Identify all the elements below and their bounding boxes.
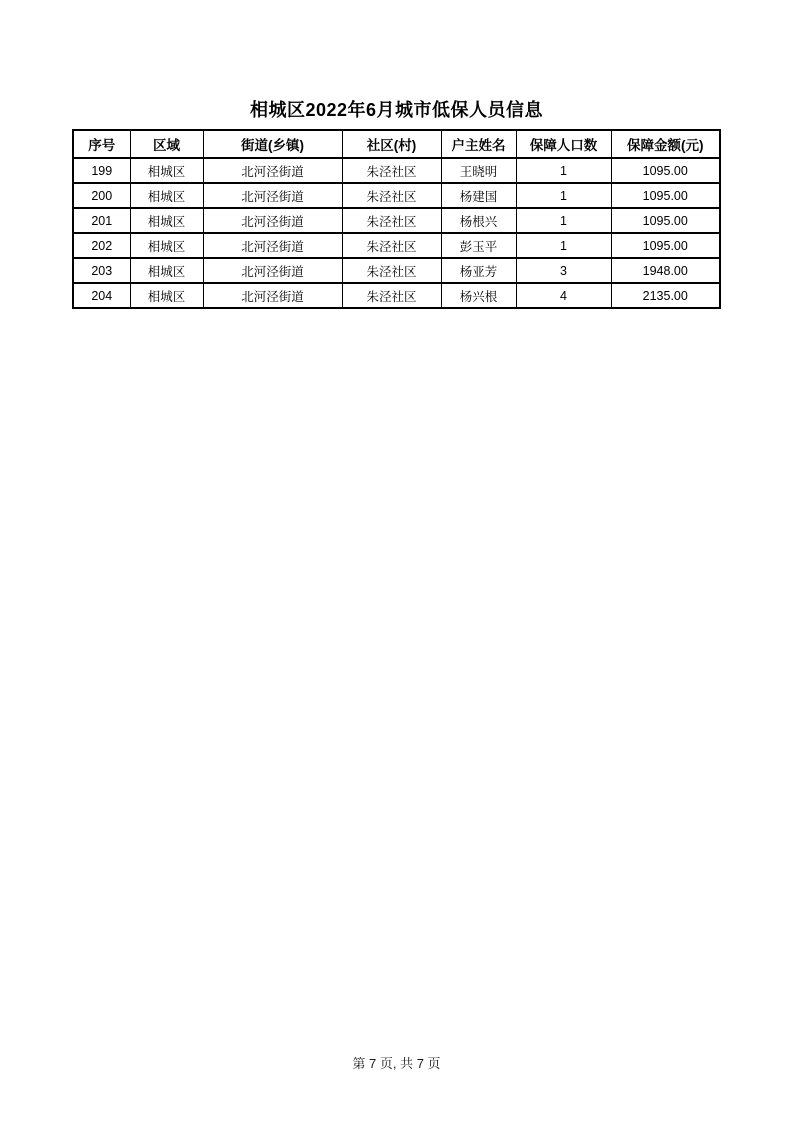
table-row: [73, 283, 720, 308]
table-cell: 204: [73, 283, 130, 308]
table-cell: 1095.00: [611, 233, 720, 258]
table-cell: 北河泾街道: [203, 183, 342, 208]
table-cell: 北河泾街道: [203, 208, 342, 233]
table-cell: 1: [516, 183, 611, 208]
table-cell: 201: [73, 208, 130, 233]
page-title: 相城区2022年6月城市低保人员信息: [249, 100, 544, 120]
table-cell: 杨根兴: [441, 208, 516, 233]
table-cell: 1095.00: [611, 183, 720, 208]
table-cell: 1095.00: [611, 208, 720, 233]
table-cell: 朱泾社区: [342, 283, 441, 308]
table-cell: 北河泾街道: [203, 158, 342, 183]
table-row: [73, 233, 720, 258]
table-cell: 朱泾社区: [342, 233, 441, 258]
table-cell: 相城区: [130, 208, 203, 233]
table-cell: 朱泾社区: [342, 258, 441, 283]
table-cell: 相城区: [130, 158, 203, 183]
table-cell: 4: [516, 283, 611, 308]
table-cell: 王晓明: [441, 158, 516, 183]
table-cell: 1: [516, 208, 611, 233]
table-cell: 相城区: [130, 183, 203, 208]
table-body: [73, 158, 720, 308]
table-cell: 彭玉平: [441, 233, 516, 258]
lowbao-table: [72, 129, 721, 309]
table-cell: 相城区: [130, 233, 203, 258]
table-cell: 1095.00: [611, 158, 720, 183]
table-cell: 北河泾街道: [203, 233, 342, 258]
table-cell: 杨建国: [441, 183, 516, 208]
table-cell: 杨兴根: [441, 283, 516, 308]
table-row: [73, 158, 720, 183]
table-cell: 相城区: [130, 258, 203, 283]
table-row: [73, 208, 720, 233]
table-row: [73, 258, 720, 283]
table-cell: 杨亚芳: [441, 258, 516, 283]
table-cell: 朱泾社区: [342, 183, 441, 208]
table-cell: 203: [73, 258, 130, 283]
table-cell: 200: [73, 183, 130, 208]
column-header-3: 社区(村): [342, 130, 441, 158]
table-row: [73, 183, 720, 208]
table-cell: 北河泾街道: [203, 283, 342, 308]
table-cell: 1948.00: [611, 258, 720, 283]
table-cell: 北河泾街道: [203, 258, 342, 283]
column-header-1: 区域: [130, 130, 203, 158]
table-cell: 3: [516, 258, 611, 283]
column-header-6: 保障金额(元): [611, 130, 720, 158]
table-cell: 朱泾社区: [342, 158, 441, 183]
column-header-2: 街道(乡镇): [203, 130, 342, 158]
column-header-5: 保障人口数: [516, 130, 611, 158]
table-cell: 202: [73, 233, 130, 258]
column-header-0: 序号: [73, 130, 130, 158]
table-header-row: [73, 130, 720, 158]
table-cell: 朱泾社区: [342, 208, 441, 233]
page-number-footer: 第 7 页, 共 7 页: [352, 1056, 441, 1071]
table-cell: 2135.00: [611, 283, 720, 308]
table-cell: 1: [516, 158, 611, 183]
column-header-4: 户主姓名: [441, 130, 516, 158]
table-cell: 199: [73, 158, 130, 183]
table-cell: 1: [516, 233, 611, 258]
table-cell: 相城区: [130, 283, 203, 308]
